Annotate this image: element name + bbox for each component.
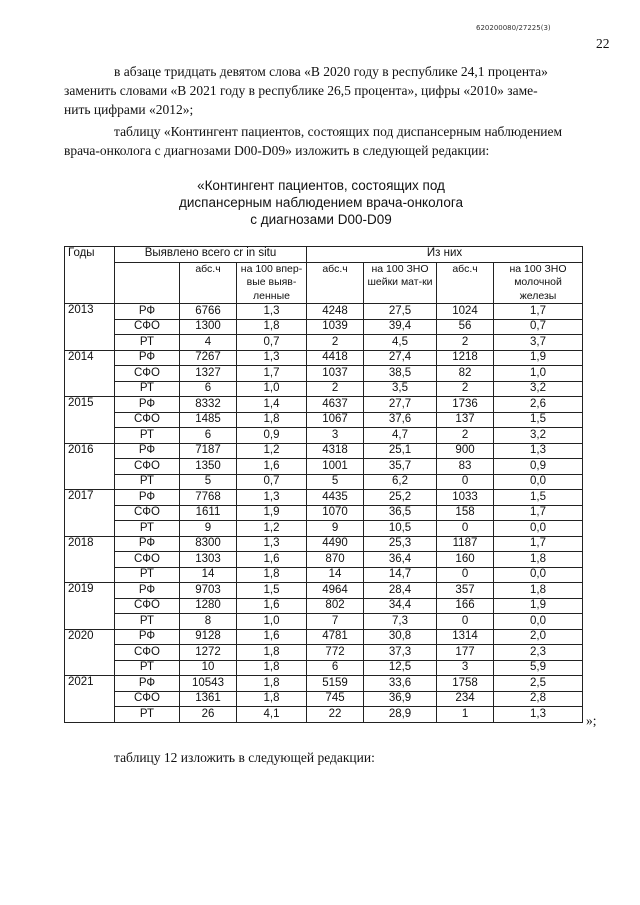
breast-per100-cell: 1,5 bbox=[494, 412, 583, 428]
header-per100-breast: на 100 ЗНО молочной железы bbox=[494, 262, 583, 304]
cervix-per100-cell: 27,7 bbox=[364, 397, 437, 413]
breast-abs-cell: 1187 bbox=[437, 536, 494, 552]
table-row bbox=[65, 521, 583, 537]
paragraph-line: врача-онколога с диагнозами D00-D09» изложить в следующей редакции: bbox=[64, 143, 490, 158]
breast-abs-cell: 83 bbox=[437, 459, 494, 475]
region-cell: СФО bbox=[115, 598, 180, 614]
detected-abs-cell: 6 bbox=[180, 381, 237, 397]
region-cell: СФО bbox=[115, 412, 180, 428]
detected-per100-cell: 1,3 bbox=[237, 304, 307, 320]
cervix-abs-cell: 4318 bbox=[307, 443, 364, 459]
breast-per100-cell: 1,9 bbox=[494, 350, 583, 366]
table-row bbox=[65, 319, 583, 335]
region-cell: РТ bbox=[115, 660, 180, 676]
region-cell: СФО bbox=[115, 505, 180, 521]
table-title bbox=[160, 177, 482, 228]
cervix-abs-cell: 772 bbox=[307, 645, 364, 661]
cervix-abs-cell: 5 bbox=[307, 474, 364, 490]
breast-per100-cell: 1,8 bbox=[494, 583, 583, 599]
header-abs-2: абс.ч bbox=[307, 262, 364, 304]
table-row bbox=[65, 536, 583, 552]
cervix-abs-cell: 1001 bbox=[307, 459, 364, 475]
breast-abs-cell: 2 bbox=[437, 428, 494, 444]
region-cell: СФО bbox=[115, 552, 180, 568]
breast-abs-cell: 234 bbox=[437, 691, 494, 707]
breast-per100-cell: 1,0 bbox=[494, 366, 583, 382]
breast-per100-cell: 0,7 bbox=[494, 319, 583, 335]
table-title-line: «Контингент пациентов, состоящих под bbox=[197, 178, 445, 193]
detected-abs-cell: 10 bbox=[180, 660, 237, 676]
cervix-abs-cell: 745 bbox=[307, 691, 364, 707]
region-cell: СФО bbox=[115, 645, 180, 661]
detected-per100-cell: 0,9 bbox=[237, 428, 307, 444]
detected-per100-cell: 0,7 bbox=[237, 474, 307, 490]
detected-per100-cell: 0,7 bbox=[237, 335, 307, 351]
region-cell: РФ bbox=[115, 304, 180, 320]
region-cell: РТ bbox=[115, 614, 180, 630]
detected-abs-cell: 26 bbox=[180, 707, 237, 723]
detected-abs-cell: 14 bbox=[180, 567, 237, 583]
cervix-per100-cell: 39,4 bbox=[364, 319, 437, 335]
breast-per100-cell: 2,6 bbox=[494, 397, 583, 413]
detected-abs-cell: 9703 bbox=[180, 583, 237, 599]
detected-abs-cell: 1280 bbox=[180, 598, 237, 614]
cervix-per100-cell: 27,4 bbox=[364, 350, 437, 366]
detected-abs-cell: 8332 bbox=[180, 397, 237, 413]
table-row bbox=[65, 350, 583, 366]
cervix-per100-cell: 7,3 bbox=[364, 614, 437, 630]
cervix-per100-cell: 35,7 bbox=[364, 459, 437, 475]
cervix-abs-cell: 870 bbox=[307, 552, 364, 568]
breast-abs-cell: 2 bbox=[437, 381, 494, 397]
breast-per100-cell: 0,0 bbox=[494, 474, 583, 490]
breast-abs-cell: 1 bbox=[437, 707, 494, 723]
header-empty-region bbox=[115, 262, 180, 304]
breast-abs-cell: 900 bbox=[437, 443, 494, 459]
year-cell: 2014 bbox=[65, 350, 115, 397]
cervix-per100-cell: 34,4 bbox=[364, 598, 437, 614]
doc-id: 620200080/27225(3) bbox=[476, 24, 551, 32]
page-number: 22 bbox=[596, 36, 610, 51]
breast-abs-cell: 160 bbox=[437, 552, 494, 568]
cervix-per100-cell: 25,2 bbox=[364, 490, 437, 506]
cervix-abs-cell: 14 bbox=[307, 567, 364, 583]
year-cell: 2017 bbox=[65, 490, 115, 537]
breast-abs-cell: 137 bbox=[437, 412, 494, 428]
cervix-abs-cell: 4418 bbox=[307, 350, 364, 366]
cervix-abs-cell: 4637 bbox=[307, 397, 364, 413]
detected-per100-cell: 1,9 bbox=[237, 505, 307, 521]
cervix-per100-cell: 27,5 bbox=[364, 304, 437, 320]
cervix-per100-cell: 38,5 bbox=[364, 366, 437, 382]
breast-per100-cell: 0,9 bbox=[494, 459, 583, 475]
detected-per100-cell: 1,4 bbox=[237, 397, 307, 413]
region-cell: РФ bbox=[115, 536, 180, 552]
cervix-per100-cell: 3,5 bbox=[364, 381, 437, 397]
year-cell: 2016 bbox=[65, 443, 115, 490]
cervix-per100-cell: 36,5 bbox=[364, 505, 437, 521]
region-cell: РТ bbox=[115, 521, 180, 537]
breast-abs-cell: 3 bbox=[437, 660, 494, 676]
cervix-abs-cell: 4490 bbox=[307, 536, 364, 552]
detected-per100-cell: 1,6 bbox=[237, 598, 307, 614]
cervix-abs-cell: 5159 bbox=[307, 676, 364, 692]
header-detected-total: Выявлено всего cr in situ bbox=[115, 247, 307, 263]
table-row bbox=[65, 583, 583, 599]
region-cell: РФ bbox=[115, 443, 180, 459]
paragraph-table-12 bbox=[64, 748, 584, 767]
cervix-abs-cell: 4435 bbox=[307, 490, 364, 506]
breast-per100-cell: 2,3 bbox=[494, 645, 583, 661]
table-row bbox=[65, 443, 583, 459]
cervix-abs-cell: 1067 bbox=[307, 412, 364, 428]
detected-per100-cell: 1,0 bbox=[237, 614, 307, 630]
cervix-per100-cell: 4,5 bbox=[364, 335, 437, 351]
detected-per100-cell: 1,3 bbox=[237, 536, 307, 552]
header-per100-new: на 100 впер-вые выяв-ленные bbox=[237, 262, 307, 304]
header-abs-1: абс.ч bbox=[180, 262, 237, 304]
cervix-abs-cell: 9 bbox=[307, 521, 364, 537]
breast-per100-cell: 1,7 bbox=[494, 304, 583, 320]
detected-per100-cell: 1,6 bbox=[237, 629, 307, 645]
table-row bbox=[65, 304, 583, 320]
detected-per100-cell: 1,2 bbox=[237, 521, 307, 537]
cervix-abs-cell: 1070 bbox=[307, 505, 364, 521]
cervix-abs-cell: 22 bbox=[307, 707, 364, 723]
detected-per100-cell: 1,8 bbox=[237, 660, 307, 676]
table-row bbox=[65, 552, 583, 568]
breast-per100-cell: 1,7 bbox=[494, 536, 583, 552]
breast-per100-cell: 3,2 bbox=[494, 381, 583, 397]
cervix-abs-cell: 6 bbox=[307, 660, 364, 676]
detected-abs-cell: 1611 bbox=[180, 505, 237, 521]
table-row bbox=[65, 691, 583, 707]
detected-abs-cell: 6 bbox=[180, 428, 237, 444]
cervix-abs-cell: 1039 bbox=[307, 319, 364, 335]
detected-per100-cell: 1,3 bbox=[237, 490, 307, 506]
cervix-per100-cell: 37,6 bbox=[364, 412, 437, 428]
cervix-abs-cell: 2 bbox=[307, 335, 364, 351]
breast-abs-cell: 1033 bbox=[437, 490, 494, 506]
region-cell: РФ bbox=[115, 490, 180, 506]
table-row bbox=[65, 660, 583, 676]
paragraph-table-intro bbox=[64, 122, 584, 160]
header-years: Годы bbox=[65, 247, 115, 304]
detected-per100-cell: 1,6 bbox=[237, 459, 307, 475]
year-cell: 2015 bbox=[65, 397, 115, 444]
paragraph-amend-text bbox=[64, 62, 584, 119]
table-title-line: с диагнозами D00-D09 bbox=[250, 212, 392, 227]
paragraph-line: таблицу «Контингент пациентов, состоящих под диспансерным наблюдением bbox=[114, 124, 563, 139]
detected-abs-cell: 9 bbox=[180, 521, 237, 537]
cervix-abs-cell: 4248 bbox=[307, 304, 364, 320]
breast-per100-cell: 1,5 bbox=[494, 490, 583, 506]
cervix-abs-cell: 1037 bbox=[307, 366, 364, 382]
header-abs-3: абс.ч bbox=[437, 262, 494, 304]
detected-abs-cell: 1485 bbox=[180, 412, 237, 428]
cervix-abs-cell: 7 bbox=[307, 614, 364, 630]
region-cell: РТ bbox=[115, 428, 180, 444]
detected-per100-cell: 1,5 bbox=[237, 583, 307, 599]
region-cell: РФ bbox=[115, 676, 180, 692]
table-row bbox=[65, 598, 583, 614]
year-cell: 2013 bbox=[65, 304, 115, 351]
cervix-abs-cell: 3 bbox=[307, 428, 364, 444]
detected-abs-cell: 1361 bbox=[180, 691, 237, 707]
cervix-per100-cell: 14,7 bbox=[364, 567, 437, 583]
table-row bbox=[65, 428, 583, 444]
detected-abs-cell: 7768 bbox=[180, 490, 237, 506]
breast-per100-cell: 5,9 bbox=[494, 660, 583, 676]
table-row bbox=[65, 381, 583, 397]
breast-per100-cell: 0,0 bbox=[494, 614, 583, 630]
table-row bbox=[65, 397, 583, 413]
detected-abs-cell: 1350 bbox=[180, 459, 237, 475]
year-cell: 2021 bbox=[65, 676, 115, 723]
cervix-abs-cell: 4781 bbox=[307, 629, 364, 645]
table-row bbox=[65, 366, 583, 382]
detected-per100-cell: 1,8 bbox=[237, 676, 307, 692]
breast-abs-cell: 0 bbox=[437, 521, 494, 537]
breast-per100-cell: 1,8 bbox=[494, 552, 583, 568]
cervix-per100-cell: 37,3 bbox=[364, 645, 437, 661]
region-cell: РТ bbox=[115, 567, 180, 583]
cervix-per100-cell: 6,2 bbox=[364, 474, 437, 490]
breast-abs-cell: 0 bbox=[437, 474, 494, 490]
detected-abs-cell: 5 bbox=[180, 474, 237, 490]
breast-abs-cell: 0 bbox=[437, 614, 494, 630]
breast-abs-cell: 166 bbox=[437, 598, 494, 614]
breast-abs-cell: 357 bbox=[437, 583, 494, 599]
detected-per100-cell: 1,8 bbox=[237, 319, 307, 335]
table-row bbox=[65, 490, 583, 506]
cervix-abs-cell: 2 bbox=[307, 381, 364, 397]
patients-table bbox=[64, 246, 583, 723]
breast-per100-cell: 2,8 bbox=[494, 691, 583, 707]
table-row bbox=[65, 412, 583, 428]
region-cell: РТ bbox=[115, 381, 180, 397]
breast-per100-cell: 2,5 bbox=[494, 676, 583, 692]
table-row bbox=[65, 459, 583, 475]
paragraph-line: таблицу 12 изложить в следующей редакции: bbox=[114, 750, 375, 765]
breast-per100-cell: 0,0 bbox=[494, 521, 583, 537]
detected-abs-cell: 8300 bbox=[180, 536, 237, 552]
detected-per100-cell: 1,6 bbox=[237, 552, 307, 568]
cervix-per100-cell: 25,3 bbox=[364, 536, 437, 552]
region-cell: СФО bbox=[115, 691, 180, 707]
breast-per100-cell: 2,0 bbox=[494, 629, 583, 645]
detected-abs-cell: 10543 bbox=[180, 676, 237, 692]
cervix-per100-cell: 25,1 bbox=[364, 443, 437, 459]
breast-abs-cell: 177 bbox=[437, 645, 494, 661]
detected-per100-cell: 1,2 bbox=[237, 443, 307, 459]
table-row bbox=[65, 567, 583, 583]
breast-abs-cell: 82 bbox=[437, 366, 494, 382]
breast-abs-cell: 1024 bbox=[437, 304, 494, 320]
cervix-per100-cell: 36,9 bbox=[364, 691, 437, 707]
breast-per100-cell: 1,3 bbox=[494, 707, 583, 723]
header-per100-cervix: на 100 ЗНО шейки мат-ки bbox=[364, 262, 437, 304]
detected-per100-cell: 4,1 bbox=[237, 707, 307, 723]
breast-abs-cell: 158 bbox=[437, 505, 494, 521]
table-row bbox=[65, 614, 583, 630]
breast-abs-cell: 56 bbox=[437, 319, 494, 335]
year-cell: 2020 bbox=[65, 629, 115, 676]
table-body bbox=[65, 304, 583, 723]
detected-abs-cell: 9128 bbox=[180, 629, 237, 645]
cervix-per100-cell: 33,6 bbox=[364, 676, 437, 692]
cervix-abs-cell: 4964 bbox=[307, 583, 364, 599]
detected-per100-cell: 1,7 bbox=[237, 366, 307, 382]
region-cell: РТ bbox=[115, 474, 180, 490]
breast-per100-cell: 1,3 bbox=[494, 443, 583, 459]
breast-abs-cell: 1758 bbox=[437, 676, 494, 692]
detected-abs-cell: 7187 bbox=[180, 443, 237, 459]
year-cell: 2018 bbox=[65, 536, 115, 583]
year-cell: 2019 bbox=[65, 583, 115, 630]
region-cell: РТ bbox=[115, 707, 180, 723]
breast-abs-cell: 1218 bbox=[437, 350, 494, 366]
region-cell: РФ bbox=[115, 350, 180, 366]
header-of-them: Из них bbox=[307, 247, 583, 263]
breast-per100-cell: 1,7 bbox=[494, 505, 583, 521]
cervix-per100-cell: 12,5 bbox=[364, 660, 437, 676]
region-cell: РФ bbox=[115, 397, 180, 413]
region-cell: РФ bbox=[115, 629, 180, 645]
breast-per100-cell: 3,2 bbox=[494, 428, 583, 444]
detected-per100-cell: 1,0 bbox=[237, 381, 307, 397]
region-cell: СФО bbox=[115, 366, 180, 382]
table-row bbox=[65, 335, 583, 351]
detected-abs-cell: 8 bbox=[180, 614, 237, 630]
detected-abs-cell: 1327 bbox=[180, 366, 237, 382]
table-row bbox=[65, 505, 583, 521]
detected-abs-cell: 1272 bbox=[180, 645, 237, 661]
breast-per100-cell: 0,0 bbox=[494, 567, 583, 583]
detected-abs-cell: 7267 bbox=[180, 350, 237, 366]
breast-abs-cell: 1314 bbox=[437, 629, 494, 645]
region-cell: СФО bbox=[115, 319, 180, 335]
cervix-per100-cell: 4,7 bbox=[364, 428, 437, 444]
cervix-per100-cell: 10,5 bbox=[364, 521, 437, 537]
cervix-abs-cell: 802 bbox=[307, 598, 364, 614]
breast-per100-cell: 3,7 bbox=[494, 335, 583, 351]
paragraph-line: в абзаце тридцать девятом слова «В 2020 году в республике 24,1 процента» bbox=[114, 64, 548, 79]
cervix-per100-cell: 28,4 bbox=[364, 583, 437, 599]
detected-abs-cell: 1303 bbox=[180, 552, 237, 568]
cervix-per100-cell: 28,9 bbox=[364, 707, 437, 723]
table-row bbox=[65, 474, 583, 490]
detected-per100-cell: 1,8 bbox=[237, 412, 307, 428]
region-cell: РФ bbox=[115, 583, 180, 599]
detected-per100-cell: 1,8 bbox=[237, 645, 307, 661]
detected-abs-cell: 4 bbox=[180, 335, 237, 351]
table-title-line: диспансерным наблюдением врача-онколога bbox=[179, 195, 463, 210]
table-row bbox=[65, 707, 583, 723]
paragraph-line: заменить словами «В 2021 году в республике 26,5 процента», цифры «2010» заме- bbox=[64, 83, 538, 98]
paragraph-line: нить цифрами «2012»; bbox=[64, 102, 194, 117]
detected-per100-cell: 1,8 bbox=[237, 691, 307, 707]
quote-closing-mark: »; bbox=[586, 713, 597, 728]
breast-abs-cell: 0 bbox=[437, 567, 494, 583]
detected-per100-cell: 1,8 bbox=[237, 567, 307, 583]
breast-abs-cell: 2 bbox=[437, 335, 494, 351]
breast-abs-cell: 1736 bbox=[437, 397, 494, 413]
detected-abs-cell: 6766 bbox=[180, 304, 237, 320]
table-row bbox=[65, 676, 583, 692]
detected-abs-cell: 1300 bbox=[180, 319, 237, 335]
table-row bbox=[65, 645, 583, 661]
region-cell: РТ bbox=[115, 335, 180, 351]
cervix-per100-cell: 30,8 bbox=[364, 629, 437, 645]
cervix-per100-cell: 36,4 bbox=[364, 552, 437, 568]
region-cell: СФО bbox=[115, 459, 180, 475]
breast-per100-cell: 1,9 bbox=[494, 598, 583, 614]
table-row bbox=[65, 629, 583, 645]
detected-per100-cell: 1,3 bbox=[237, 350, 307, 366]
